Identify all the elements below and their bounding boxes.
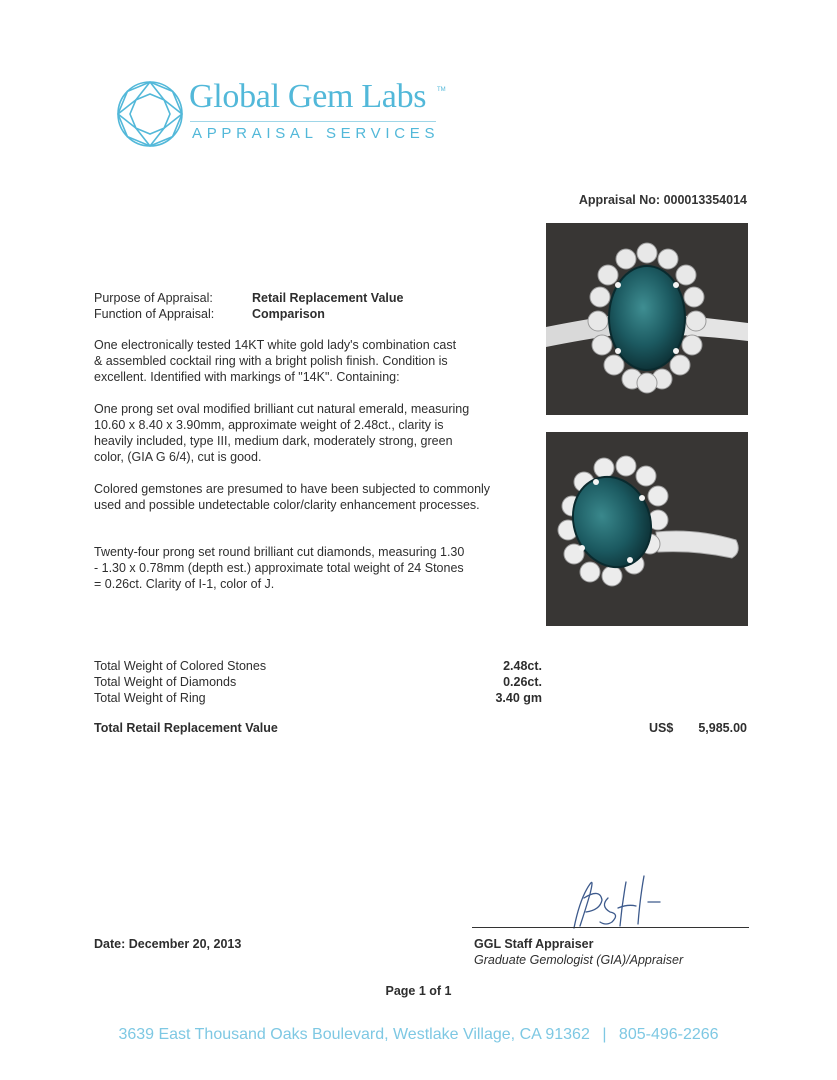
logo-divider (190, 121, 436, 122)
function-label: Function of Appraisal: (94, 307, 215, 321)
signature-mark (560, 868, 670, 934)
treatment-note-line: used and possible undetectable color/clarity enhancement processes. (94, 498, 480, 512)
diamond-description-line: - 1.30 x 0.78mm (depth est.) approximate total weight of 24 Stones (94, 561, 464, 575)
signature-line (472, 927, 749, 928)
total-value-label: Total Retail Replacement Value (94, 721, 278, 735)
appraiser-name: GGL Staff Appraiser (474, 937, 594, 951)
appraiser-title: Graduate Gemologist (GIA)/Appraiser (474, 953, 684, 967)
footer-phone: 805-496-2266 (618, 1026, 719, 1043)
gem-logo-icon (116, 80, 184, 148)
treatment-note (94, 481, 534, 513)
emerald-description-line: color, (GIA G 6/4), cut is good. (94, 450, 262, 464)
diamond-description-line: Twenty-four prong set round brilliant cut diamonds, measuring 1.30 (94, 545, 465, 559)
page-number: Page 1 of 1 (385, 984, 452, 998)
purpose-value: Retail Replacement Value (252, 291, 404, 305)
appraisal-number-label: Appraisal No: (578, 193, 661, 207)
trademark: TM (437, 87, 446, 93)
emerald-description (94, 401, 534, 465)
footer-contact (0, 1026, 837, 1044)
diamond-description (94, 544, 534, 592)
footer-separator: | (602, 1026, 607, 1043)
weight-value: 3.40 gm (495, 691, 542, 705)
treatment-note-line: Colored gemstones are presumed to have been subjected to commonly (94, 482, 491, 496)
purpose-label: Purpose of Appraisal: (94, 291, 213, 305)
emerald-description-line: One prong set oval modified brilliant cut natural emerald, measuring (94, 402, 470, 416)
ring-description-line: & assembled cocktail ring with a bright polish finish. Condition is (94, 354, 448, 368)
weight-label: Total Weight of Diamonds (94, 675, 237, 689)
ring-photo-angle (546, 432, 748, 626)
weight-value: 2.48ct. (503, 659, 542, 673)
ring-description (94, 337, 534, 385)
company-name: Global Gem Labs (189, 78, 427, 115)
appraisal-date: Date: December 20, 2013 (94, 937, 242, 951)
ring-description-line: excellent. Identified with markings of "14K". Containing: (94, 370, 400, 384)
company-subtitle: APPRAISAL SERVICES (192, 125, 440, 142)
weight-label: Total Weight of Colored Stones (94, 659, 267, 673)
ring-photo-top (546, 223, 748, 415)
total-amount: 5,985.00 (698, 721, 747, 735)
ring-description-line: One electronically tested 14KT white gold lady's combination cast (94, 338, 457, 352)
footer-address: 3639 East Thousand Oaks Boulevard, Westlake Village, CA 91362 (118, 1026, 590, 1043)
diamond-description-line: = 0.26ct. Clarity of I-1, color of J. (94, 577, 275, 591)
weight-label: Total Weight of Ring (94, 691, 206, 705)
emerald-description-line: heavily included, type III, medium dark, moderately strong, green (94, 434, 453, 448)
appraisal-number (579, 193, 747, 207)
total-currency: US$ (649, 721, 674, 735)
weight-value: 0.26ct. (503, 675, 542, 689)
emerald-description-line: 10.60 x 8.40 x 3.90mm, approximate weight of 2.48ct., clarity is (94, 418, 444, 432)
function-value: Comparison (252, 307, 325, 321)
appraisal-number-value: 000013354014 (663, 193, 747, 207)
